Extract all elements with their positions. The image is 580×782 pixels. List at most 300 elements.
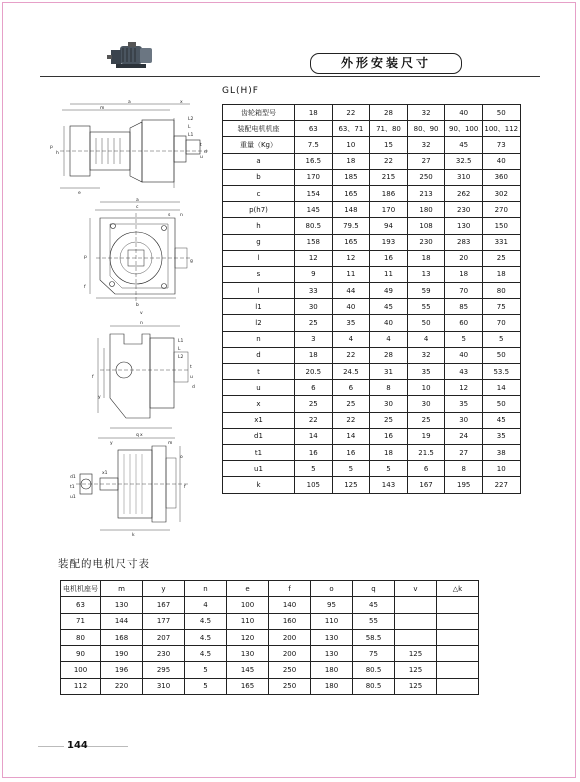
table-row <box>223 218 521 234</box>
dim-label-c: c <box>136 205 139 210</box>
header-divider <box>40 76 540 77</box>
row-header-cell: 重量（Kg） <box>223 137 295 153</box>
dim-label-g: g <box>190 259 193 264</box>
table-cell: 130 <box>445 218 483 234</box>
dim-label-o: o <box>180 455 183 460</box>
table-cell: 310 <box>445 169 483 185</box>
dim-label-y4: y <box>110 441 113 446</box>
table-cell: 22 <box>332 412 370 428</box>
row-header-cell: x1 <box>223 412 295 428</box>
table-cell: 4.5 <box>185 629 227 645</box>
table-cell: 7.5 <box>295 137 333 153</box>
table-row <box>223 153 521 169</box>
table-row <box>223 380 521 396</box>
table-cell <box>437 662 479 678</box>
table-cell: 4 <box>332 331 370 347</box>
table-cell: 112 <box>61 678 101 694</box>
table-cell: 193 <box>370 234 408 250</box>
table-cell: 105 <box>295 477 333 493</box>
table-cell: 80、90 <box>407 121 445 137</box>
drawing-hollow-side-view <box>98 326 190 428</box>
table-cell: 360 <box>482 169 520 185</box>
footer-line-left <box>38 746 64 747</box>
table-cell: 15 <box>370 137 408 153</box>
dim-label-s: s <box>168 213 171 218</box>
dim-label-f4: f <box>184 485 186 490</box>
table-cell: 50 <box>407 315 445 331</box>
row-header-cell: t1 <box>223 444 295 460</box>
table-cell: 302 <box>482 185 520 201</box>
table-cell: 200 <box>269 646 311 662</box>
table-cell: 24 <box>445 428 483 444</box>
table-cell: 18 <box>407 250 445 266</box>
table-cell: 190 <box>101 646 143 662</box>
column-header-cell: △k <box>437 581 479 597</box>
table-cell: 110 <box>227 613 269 629</box>
dim-label-l2-3: L2 <box>178 355 184 360</box>
table-row <box>61 646 479 662</box>
table-cell: 165 <box>227 678 269 694</box>
table-cell: 5 <box>445 331 483 347</box>
table-cell: 35 <box>445 396 483 412</box>
table-cell: 73 <box>482 137 520 153</box>
table-cell <box>437 613 479 629</box>
table-cell: 6 <box>407 461 445 477</box>
table-cell: 130 <box>311 646 353 662</box>
table-cell: 59 <box>407 283 445 299</box>
dim-label-f3: f <box>92 375 94 380</box>
table-row <box>223 185 521 201</box>
table-cell: 250 <box>407 169 445 185</box>
table-cell: 168 <box>101 629 143 645</box>
table-row <box>223 444 521 460</box>
row-header-cell: t <box>223 364 295 380</box>
row-header-cell: x <box>223 396 295 412</box>
dim-label-q: q <box>136 433 139 438</box>
table-cell: 22 <box>370 153 408 169</box>
table-cell: 100 <box>61 662 101 678</box>
table-cell: 6 <box>332 380 370 396</box>
dim-label-l1: L1 <box>188 133 194 138</box>
table-cell: 94 <box>370 218 408 234</box>
dimension-table <box>222 104 521 494</box>
table-cell: 5 <box>370 461 408 477</box>
table-cell: 63 <box>61 597 101 613</box>
table-cell: 44 <box>332 283 370 299</box>
column-header-cell: y <box>143 581 185 597</box>
table-cell: 18 <box>332 153 370 169</box>
table-cell: 4 <box>407 331 445 347</box>
table-cell: 170 <box>370 202 408 218</box>
table-cell: 230 <box>445 202 483 218</box>
table-cell: 45 <box>370 299 408 315</box>
column-header-cell: q <box>353 581 395 597</box>
table-cell: 79.5 <box>332 218 370 234</box>
dim-label-e: e <box>78 191 81 196</box>
table-cell: 12 <box>332 250 370 266</box>
row-header-cell: s <box>223 266 295 282</box>
table-row <box>61 597 479 613</box>
table-row <box>223 283 521 299</box>
table-row <box>223 461 521 477</box>
table-cell: 150 <box>482 218 520 234</box>
table-cell: 45 <box>445 137 483 153</box>
table-row <box>223 331 521 347</box>
table-cell: 35 <box>332 315 370 331</box>
table-cell: 4 <box>185 597 227 613</box>
column-header-cell: m <box>101 581 143 597</box>
table-cell: 180 <box>311 662 353 678</box>
row-header-cell: l2 <box>223 315 295 331</box>
table-cell: 295 <box>143 662 185 678</box>
table-cell: 35 <box>482 428 520 444</box>
table-cell: 14 <box>332 428 370 444</box>
table-cell: 177 <box>143 613 185 629</box>
table-cell: 148 <box>332 202 370 218</box>
row-header-cell: 齿轮箱型号 <box>223 105 295 121</box>
table-row <box>223 347 521 363</box>
table-cell: 43 <box>445 364 483 380</box>
table-cell: 40 <box>332 299 370 315</box>
row-header-cell: l <box>223 250 295 266</box>
table-cell: 110 <box>311 613 353 629</box>
table-cell: 180 <box>311 678 353 694</box>
table-cell: 4.5 <box>185 613 227 629</box>
row-header-cell: p(h7) <box>223 202 295 218</box>
table-cell: 12 <box>445 380 483 396</box>
table-cell <box>395 613 437 629</box>
table-cell: 85 <box>445 299 483 315</box>
model-label: GL(H)F <box>222 86 259 96</box>
table-cell: 45 <box>353 597 395 613</box>
row-header-cell: c <box>223 185 295 201</box>
table-cell: 30 <box>445 412 483 428</box>
table-cell: 154 <box>295 185 333 201</box>
table-cell <box>437 678 479 694</box>
dim-label-p2: p <box>84 255 87 260</box>
table-cell: 100、112 <box>482 121 520 137</box>
column-header-cell: o <box>311 581 353 597</box>
table-cell: 16 <box>370 250 408 266</box>
table-cell: 25 <box>370 412 408 428</box>
table-header-row <box>61 581 479 597</box>
table-row <box>61 629 479 645</box>
table-cell: 10 <box>332 137 370 153</box>
table-cell: 186 <box>370 185 408 201</box>
table-cell: 283 <box>445 234 483 250</box>
table-cell: 16 <box>332 444 370 460</box>
table-row <box>223 477 521 493</box>
dim-label-t3: t <box>190 365 192 370</box>
dim-label-f: f <box>84 285 86 290</box>
table-cell: 230 <box>143 646 185 662</box>
table-cell: 28 <box>370 105 408 121</box>
table-cell: 30 <box>295 299 333 315</box>
table-cell: 230 <box>407 234 445 250</box>
table-cell: 8 <box>370 380 408 396</box>
table-cell: 40 <box>370 315 408 331</box>
dim-label-d3: d <box>192 385 195 390</box>
table-cell: 196 <box>101 662 143 678</box>
dim-label-n3: n <box>140 321 143 326</box>
table-cell: 18 <box>482 266 520 282</box>
table-cell: 27 <box>445 444 483 460</box>
page-number: 144 <box>67 740 88 751</box>
table-cell: 50 <box>482 396 520 412</box>
table-cell: 11 <box>332 266 370 282</box>
dim-label-a: a <box>128 100 131 105</box>
table-cell: 10 <box>482 461 520 477</box>
table-row <box>223 234 521 250</box>
table-cell: 262 <box>445 185 483 201</box>
page-title: 外形安装尺寸 <box>310 53 462 74</box>
table-cell: 18 <box>295 347 333 363</box>
table-cell: 60 <box>445 315 483 331</box>
table-cell: 160 <box>269 613 311 629</box>
table-cell: 32 <box>407 137 445 153</box>
table-cell: 213 <box>407 185 445 201</box>
table-cell: 63、71 <box>332 121 370 137</box>
table-cell: 13 <box>407 266 445 282</box>
table-cell: 215 <box>370 169 408 185</box>
table-cell: 49 <box>370 283 408 299</box>
table-cell: 16 <box>370 428 408 444</box>
dim-label-d: d <box>204 150 207 155</box>
table-cell: 24.5 <box>332 364 370 380</box>
dim-label-t1: t1 <box>70 485 75 490</box>
dim-label-t: t <box>200 143 202 148</box>
table-cell: 9 <box>295 266 333 282</box>
table-cell: 55 <box>407 299 445 315</box>
table-cell: 167 <box>407 477 445 493</box>
table-cell: 16.5 <box>295 153 333 169</box>
table-cell: 12 <box>295 250 333 266</box>
row-header-cell: a <box>223 153 295 169</box>
table-cell: 30 <box>370 396 408 412</box>
table-cell: 80.5 <box>353 678 395 694</box>
table-cell: 14 <box>482 380 520 396</box>
dim-label-l1-3: L1 <box>178 339 184 344</box>
table-cell: 25 <box>482 250 520 266</box>
table-row <box>223 412 521 428</box>
table-cell: 40 <box>445 105 483 121</box>
table-cell: 71、80 <box>370 121 408 137</box>
dim-label-l-3: L <box>178 347 181 352</box>
dim-label-m4: m <box>168 441 173 446</box>
table-cell: 165 <box>332 234 370 250</box>
table-cell: 158 <box>295 234 333 250</box>
table-cell: 58.5 <box>353 629 395 645</box>
table-row <box>223 266 521 282</box>
table-cell: 20.5 <box>295 364 333 380</box>
row-header-cell: d1 <box>223 428 295 444</box>
table-cell: 25 <box>295 315 333 331</box>
table-cell: 6 <box>295 380 333 396</box>
table-cell: 31 <box>370 364 408 380</box>
table-cell: 80 <box>61 629 101 645</box>
dim-label-x1: x1 <box>102 471 108 476</box>
table-cell: 25 <box>332 396 370 412</box>
row-header-cell: l <box>223 283 295 299</box>
table-cell <box>437 629 479 645</box>
column-header-cell: v <box>395 581 437 597</box>
dim-label-n: n <box>180 213 183 218</box>
table-row <box>223 428 521 444</box>
table-cell: 145 <box>295 202 333 218</box>
table-cell: 120 <box>227 629 269 645</box>
table-row <box>61 613 479 629</box>
table-cell: 145 <box>227 662 269 678</box>
table-cell: 53.5 <box>482 364 520 380</box>
table-cell: 22 <box>332 105 370 121</box>
table-cell: 130 <box>227 646 269 662</box>
table-cell: 4.5 <box>185 646 227 662</box>
table-cell: 11 <box>370 266 408 282</box>
table-cell: 18 <box>370 444 408 460</box>
column-header-cell: e <box>227 581 269 597</box>
table-cell: 185 <box>332 169 370 185</box>
table-cell: 20 <box>445 250 483 266</box>
table-cell: 30 <box>407 396 445 412</box>
table-cell: 125 <box>395 678 437 694</box>
table-row <box>223 364 521 380</box>
table-cell: 5 <box>185 678 227 694</box>
table-cell: 25 <box>295 396 333 412</box>
table-cell: 331 <box>482 234 520 250</box>
drawing-flange-view <box>90 202 190 303</box>
table-cell: 310 <box>143 678 185 694</box>
table-cell: 250 <box>269 678 311 694</box>
row-header-cell: u1 <box>223 461 295 477</box>
dim-label-d1: d1 <box>70 475 76 480</box>
table-cell: 21.5 <box>407 444 445 460</box>
table-cell: 125 <box>332 477 370 493</box>
row-header-cell: l1 <box>223 299 295 315</box>
table-cell: 70 <box>482 315 520 331</box>
row-header-cell: u <box>223 380 295 396</box>
table-cell: 10 <box>407 380 445 396</box>
footer-line-right <box>88 746 128 747</box>
table-cell: 167 <box>143 597 185 613</box>
table-cell <box>395 597 437 613</box>
table-cell: 5 <box>332 461 370 477</box>
table-cell: 130 <box>101 597 143 613</box>
dim-label-k: k <box>132 533 135 538</box>
table-cell: 80 <box>482 283 520 299</box>
table-cell: 45 <box>482 412 520 428</box>
table-cell: 33 <box>295 283 333 299</box>
table-cell: 27 <box>407 153 445 169</box>
gearmotor-icon <box>106 40 156 74</box>
table-cell: 227 <box>482 477 520 493</box>
table-cell: 95 <box>311 597 353 613</box>
table-row <box>223 299 521 315</box>
table-cell: 143 <box>370 477 408 493</box>
table-cell: 80.5 <box>353 662 395 678</box>
table-row <box>223 169 521 185</box>
row-header-cell: n <box>223 331 295 347</box>
table-cell: 5 <box>185 662 227 678</box>
table-cell: 250 <box>269 662 311 678</box>
table-cell: 140 <box>269 597 311 613</box>
table-cell: 22 <box>332 347 370 363</box>
table-row <box>223 137 521 153</box>
table-row <box>223 250 521 266</box>
table-cell: 22 <box>295 412 333 428</box>
dim-label-u3: u <box>190 375 193 380</box>
row-header-cell: 装配电机机座 <box>223 121 295 137</box>
row-header-cell: k <box>223 477 295 493</box>
table-cell: 207 <box>143 629 185 645</box>
table-cell: 16 <box>295 444 333 460</box>
table-cell: 125 <box>395 662 437 678</box>
table-row <box>223 105 521 121</box>
table-cell: 3 <box>295 331 333 347</box>
table-cell: 170 <box>295 169 333 185</box>
dim-label-l2: L2 <box>188 117 194 122</box>
table-cell: 35 <box>407 364 445 380</box>
table-cell: 28 <box>370 347 408 363</box>
dim-label-h: h <box>56 151 59 156</box>
table-cell: 71 <box>61 613 101 629</box>
table-cell: 32 <box>407 347 445 363</box>
table-cell: 165 <box>332 185 370 201</box>
table-cell: 18 <box>295 105 333 121</box>
dim-label-b: b <box>136 303 139 308</box>
row-header-cell: g <box>223 234 295 250</box>
table-cell: 195 <box>445 477 483 493</box>
motor-dimension-table <box>60 580 479 695</box>
table-cell: 90、100 <box>445 121 483 137</box>
table-cell: 75 <box>482 299 520 315</box>
row-header-cell: d <box>223 347 295 363</box>
table-cell: 200 <box>269 629 311 645</box>
table-cell: 70 <box>445 283 483 299</box>
column-header-cell: f <box>269 581 311 597</box>
table-cell: 5 <box>482 331 520 347</box>
table-cell: 40 <box>482 153 520 169</box>
table-cell: 80.5 <box>295 218 333 234</box>
table-row <box>223 202 521 218</box>
table-cell: 19 <box>407 428 445 444</box>
table-cell: 8 <box>445 461 483 477</box>
table-cell: 220 <box>101 678 143 694</box>
dim-label-v: v <box>140 311 143 316</box>
row-header-cell: b <box>223 169 295 185</box>
dim-label-y3: y <box>98 395 101 400</box>
motor-table-title: 装配的电机尺寸表 <box>58 558 150 570</box>
column-header-cell: 电机机座号 <box>61 581 101 597</box>
table-cell: 90 <box>61 646 101 662</box>
dim-label-x4: x <box>140 433 143 438</box>
table-cell: 14 <box>295 428 333 444</box>
table-cell: 144 <box>101 613 143 629</box>
table-cell: 108 <box>407 218 445 234</box>
table-row <box>223 121 521 137</box>
table-cell: 180 <box>407 202 445 218</box>
table-cell: 38 <box>482 444 520 460</box>
table-cell: 100 <box>227 597 269 613</box>
table-row <box>223 315 521 331</box>
table-cell: 40 <box>445 347 483 363</box>
table-cell: 4 <box>370 331 408 347</box>
table-row <box>61 678 479 694</box>
table-cell: 130 <box>311 629 353 645</box>
dim-label-p: p <box>50 145 53 150</box>
table-cell: 25 <box>407 412 445 428</box>
table-cell: 50 <box>482 347 520 363</box>
table-cell: 5 <box>295 461 333 477</box>
